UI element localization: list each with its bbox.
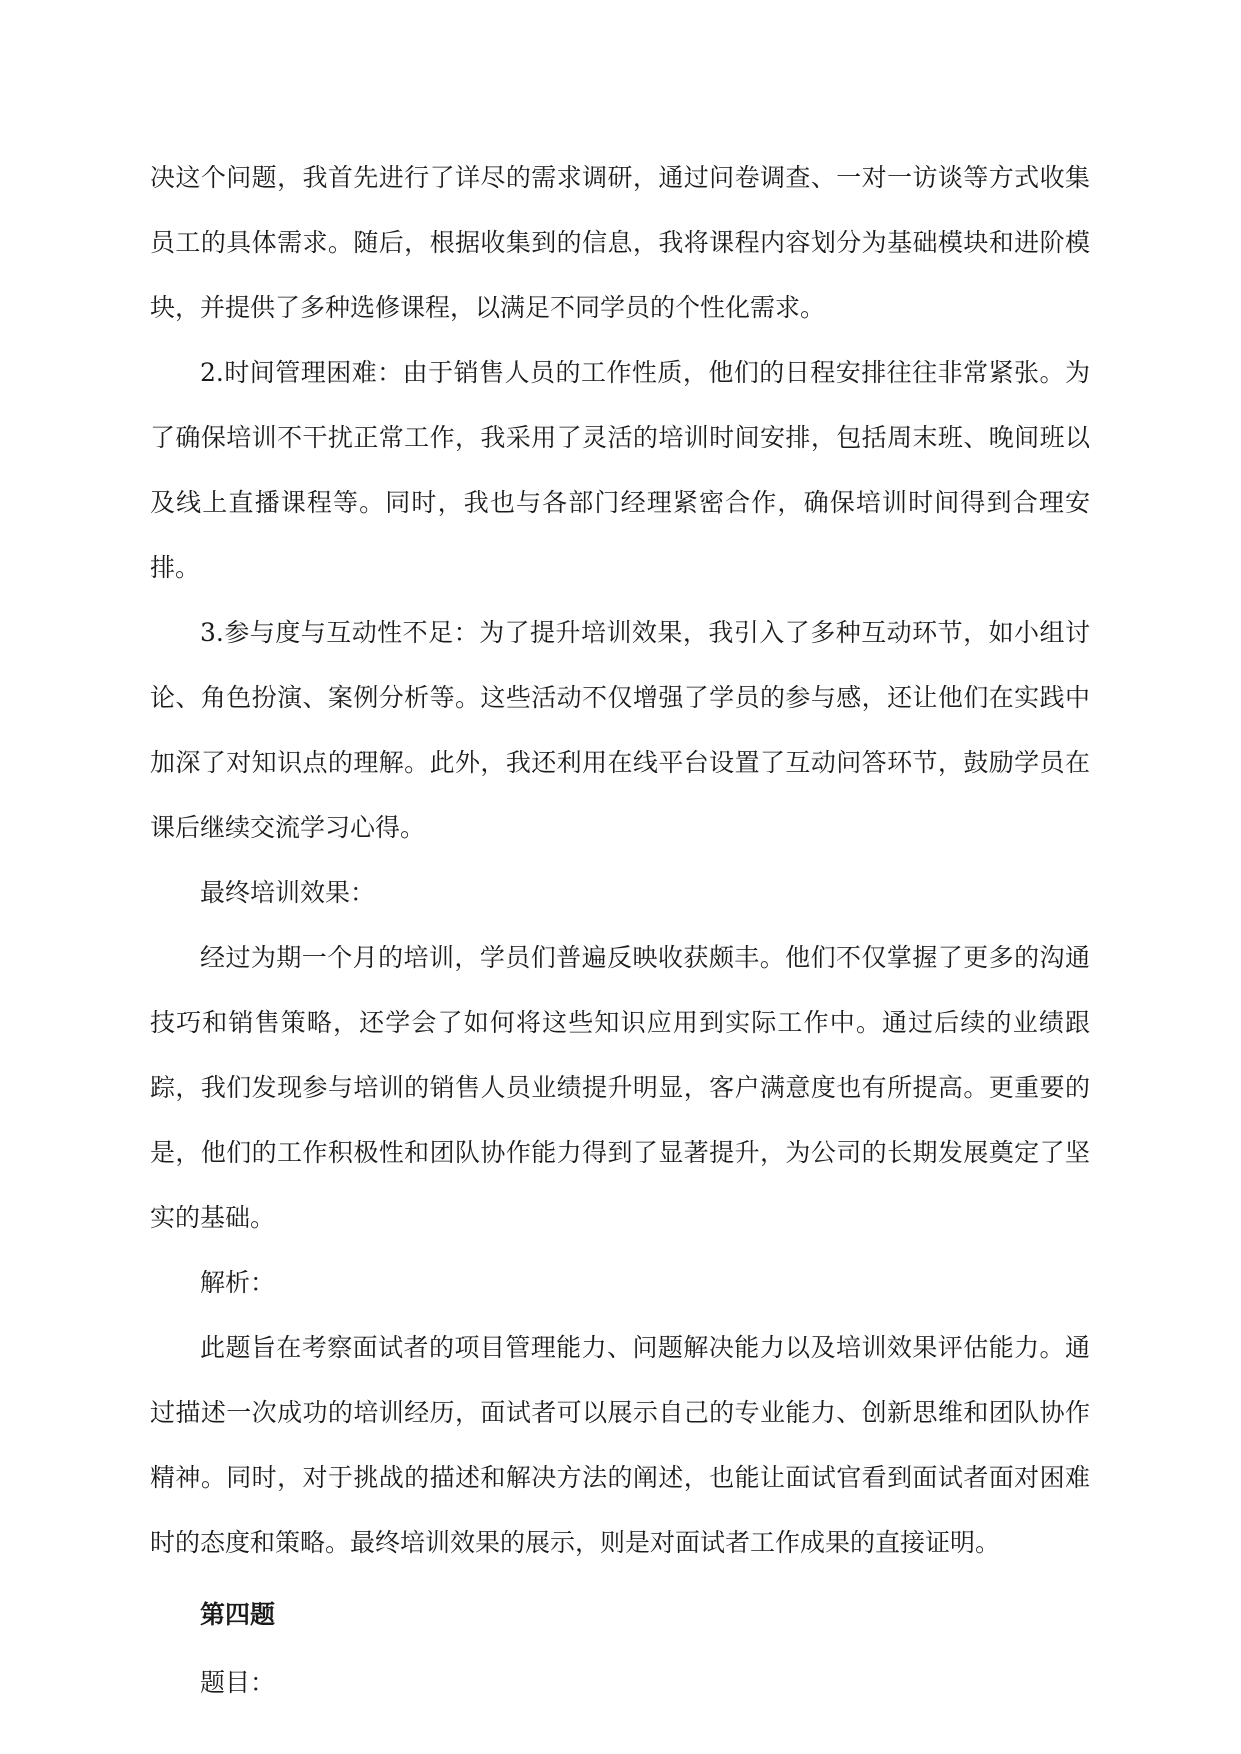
paragraph-participation: 3.参与度与互动性不足：为了提升培训效果，我引入了多种互动环节，如小组讨论、角色扮演、案例分析等。这些活动不仅增强了学员的参与感，还让他们在实践中加深了对知识点的理解。此外，我还利用在线平台设置了互动问答环节，鼓励学员在课后继续交流学习心得。 [150, 618, 1090, 842]
paragraph-time-management: 2.时间管理困难：由于销售人员的工作性质，他们的日程安排往往非常紧张。为了确保培训不干扰正常工作，我采用了灵活的培训时间安排，包括周末班、晚间班以及线上直播课程等。同时，我也与各部门经理紧密合作，确保培训时间得到合理安排。 [150, 358, 1090, 582]
document-body [150, 145, 1090, 1715]
label-analysis: 解析： [200, 1268, 276, 1297]
section-heading-question-four: 第四题 [200, 1600, 276, 1629]
paragraph-analysis: 此题旨在考察面试者的项目管理能力、问题解决能力以及培训效果评估能力。通过描述一次成功的培训经历，面试者可以展示自己的专业能力、创新思维和团队协作精神。同时，对于挑战的描述和解决方法的阐述，也能让面试官看到面试者面对困难时的态度和策略。最终培训效果的展示，则是对面试者工作成果的直接证明。 [150, 1333, 1090, 1557]
label-question: 题目： [200, 1668, 276, 1697]
paragraph-needs-survey: 决这个问题，我首先进行了详尽的需求调研，通过问卷调查、一对一访谈等方式收集员工的具体需求。随后，根据收集到的信息，我将课程内容划分为基础模块和进阶模块，并提供了多种选修课程，以满足不同学员的个性化需求。 [150, 163, 1090, 322]
label-final-effect: 最终培训效果： [200, 878, 376, 907]
paragraph-final-effect: 经过为期一个月的培训，学员们普遍反映收获颇丰。他们不仅掌握了更多的沟通技巧和销售策略，还学会了如何将这些知识应用到实际工作中。通过后续的业绩跟踪，我们发现参与培训的销售人员业绩提升明显，客户满意度也有所提高。更重要的是，他们的工作积极性和团队协作能力得到了显著提升，为公司的长期发展奠定了坚实的基础。 [150, 943, 1090, 1232]
